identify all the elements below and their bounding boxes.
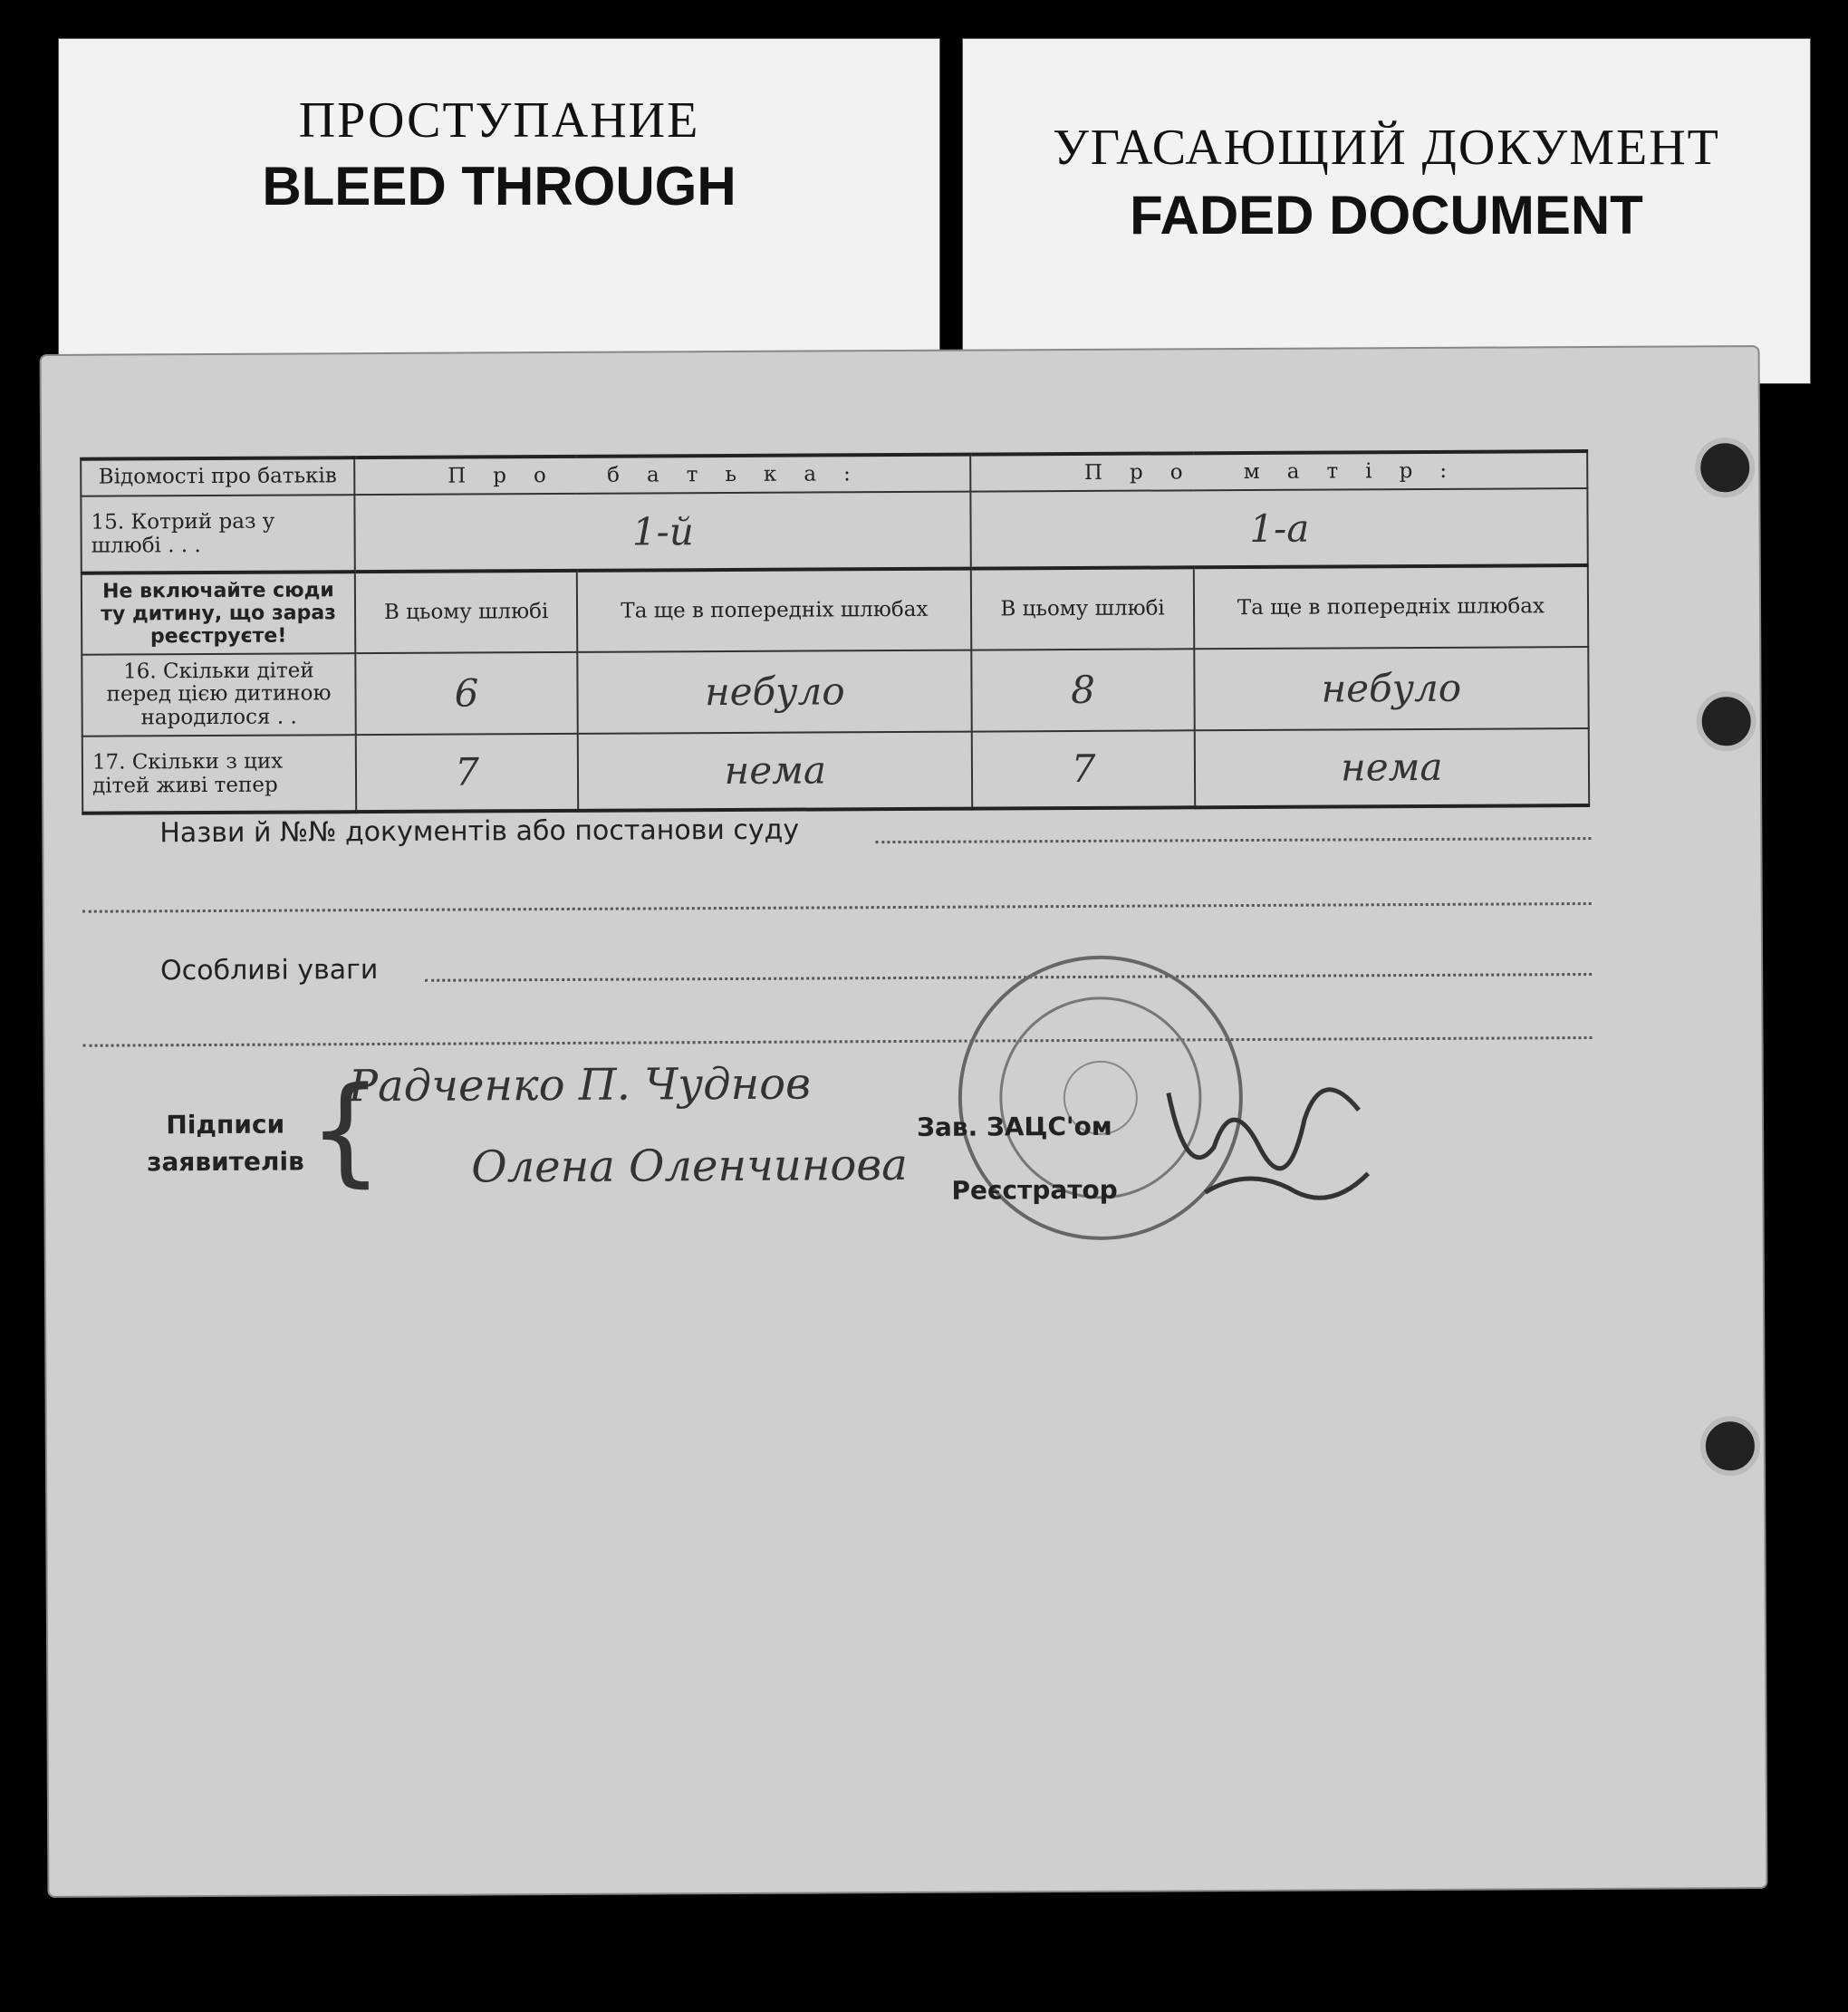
row15-father-value: 1-й xyxy=(354,492,971,573)
documents-label: Назви й №№ документів або постанови суду xyxy=(159,813,800,850)
exclusion-note: Не включайте сюди ту дитину, що зараз реєструєте! xyxy=(82,572,355,655)
brace-icon: { xyxy=(307,1061,384,1199)
applicant-signature-2: Олена Оленчинова xyxy=(471,1139,908,1193)
row17-father-prev: нема xyxy=(578,731,973,810)
registration-form-page xyxy=(42,347,1766,1896)
applicant-signature-1: Радченко П. Чуднов xyxy=(348,1058,812,1112)
remarks-label: Особливі уваги xyxy=(160,954,379,987)
official-signature xyxy=(1150,1037,1387,1219)
row15-mother-value: 1-а xyxy=(971,488,1588,569)
row16-mother-this: 8 xyxy=(972,649,1195,731)
col-previous-marriages: Та ще в попередніх шлюбах xyxy=(1193,565,1588,649)
row17-mother-prev: нема xyxy=(1194,728,1589,807)
head-registry-label: Зав. ЗАЦС'ом xyxy=(916,1111,1112,1142)
registrar-label: Реєстратор xyxy=(951,1174,1118,1206)
punch-hole-icon xyxy=(1697,691,1757,751)
card-title-ru: УГАСАЮЩИЙ ДОКУМЕНТ xyxy=(1053,120,1720,176)
row16-father-prev: небуло xyxy=(577,650,972,734)
documents-line xyxy=(82,902,1592,913)
row16-mother-prev: небуло xyxy=(1194,647,1589,730)
card-title-en: BLEED THROUGH xyxy=(262,156,736,217)
applicants-label xyxy=(147,1106,304,1180)
faded-document-card xyxy=(962,38,1811,384)
applicants-label-line: Підписи xyxy=(166,1109,285,1141)
punch-hole-icon xyxy=(1695,438,1755,497)
row15-label: 15. Котрий раз у шлюбі . . . xyxy=(81,495,354,573)
punch-hole-icon xyxy=(1700,1416,1760,1476)
header-father: Про батька: xyxy=(354,455,971,496)
applicants-label-line: заявителів xyxy=(147,1146,304,1177)
row17-label: 17. Скільки з цих дітей живі тепер xyxy=(82,735,356,813)
card-title-en: FADED DOCUMENT xyxy=(1130,185,1643,245)
col-this-marriage: В цьому шлюбі xyxy=(355,571,578,653)
header-mother: Про матір: xyxy=(971,451,1588,492)
row16-father-this: 6 xyxy=(355,652,578,735)
col-previous-marriages: Та ще в попередніх шлюбах xyxy=(577,569,972,652)
header-info: Відомості про батьків xyxy=(81,457,354,496)
card-title-ru: ПРОСТУПАНИЕ xyxy=(298,92,700,149)
binding-holes xyxy=(1695,347,1785,1887)
row16-label: 16. Скільки дітей перед цією дитиною народилося . . xyxy=(82,653,355,736)
row17-mother-this: 7 xyxy=(972,730,1195,808)
parents-info-table xyxy=(80,449,1590,815)
col-this-marriage: В цьому шлюбі xyxy=(971,567,1194,650)
row17-father-this: 7 xyxy=(356,734,579,812)
documents-line xyxy=(875,837,1591,843)
bleed-through-card xyxy=(58,38,940,366)
